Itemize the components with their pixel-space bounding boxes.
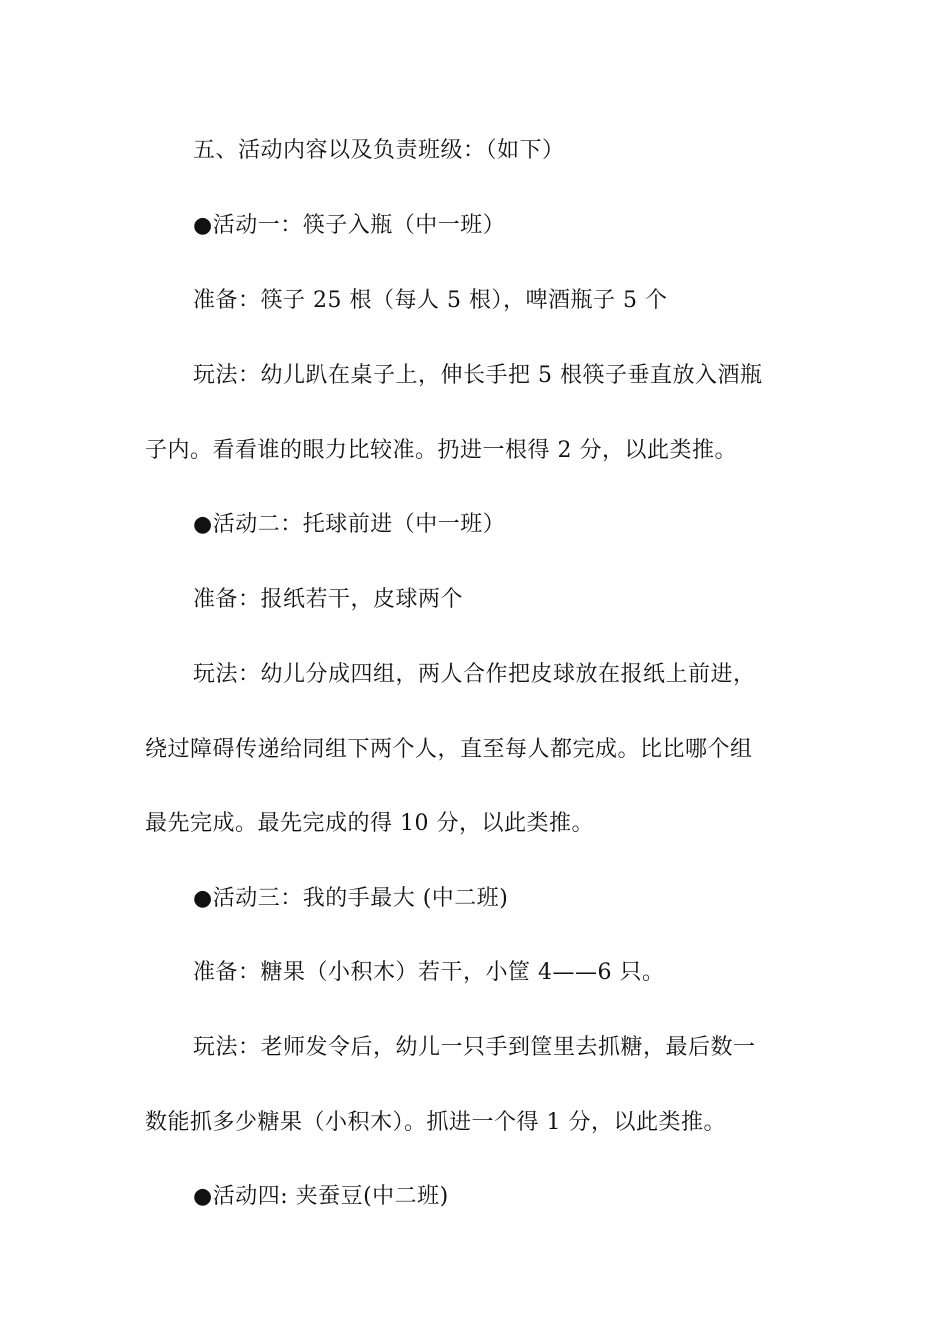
activity-2-rules-continued: 绕过障碍传递给同组下两个人，直至每人都完成。比比哪个组 (145, 737, 753, 762)
activity-3-rules-continued: 数能抓多少糖果（小积木）。抓进一个得 1 分，以此类推。 (145, 1110, 726, 1135)
activity-3-rules: 玩法：老师发令后，幼儿一只手到筐里去抓糖，最后数一 (193, 1035, 756, 1060)
activity-2-title: ●活动二：托球前进（中一班） (193, 512, 506, 537)
activity-1-preparation: 准备：筷子 25 根（每人 5 根），啤酒瓶子 5 个 (193, 288, 668, 313)
activity-1-title: ●活动一：筷子入瓶（中一班） (193, 213, 506, 238)
activity-2-rules: 玩法：幼儿分成四组，两人合作把皮球放在报纸上前进， (193, 662, 756, 687)
activity-3-preparation: 准备：糖果（小积木）若干，小筐 4——6 只。 (193, 960, 665, 985)
section-heading: 五、活动内容以及负责班级：（如下） (193, 138, 565, 163)
activity-2-rules-end: 最先完成。最先完成的得 10 分，以此类推。 (145, 811, 594, 836)
activity-2-preparation: 准备：报纸若干，皮球两个 (193, 587, 464, 612)
activity-1-rules-continued: 子内。看看谁的眼力比较准。扔进一根得 2 分，以此类推。 (145, 438, 737, 463)
activity-1-rules: 玩法：幼儿趴在桌子上，伸长手把 5 根筷子垂直放入酒瓶 (193, 363, 763, 388)
activity-3-title: ●活动三：我的手最大 (中二班) (193, 886, 509, 911)
activity-4-title: ●活动四: 夹蚕豆(中二班) (193, 1184, 449, 1209)
